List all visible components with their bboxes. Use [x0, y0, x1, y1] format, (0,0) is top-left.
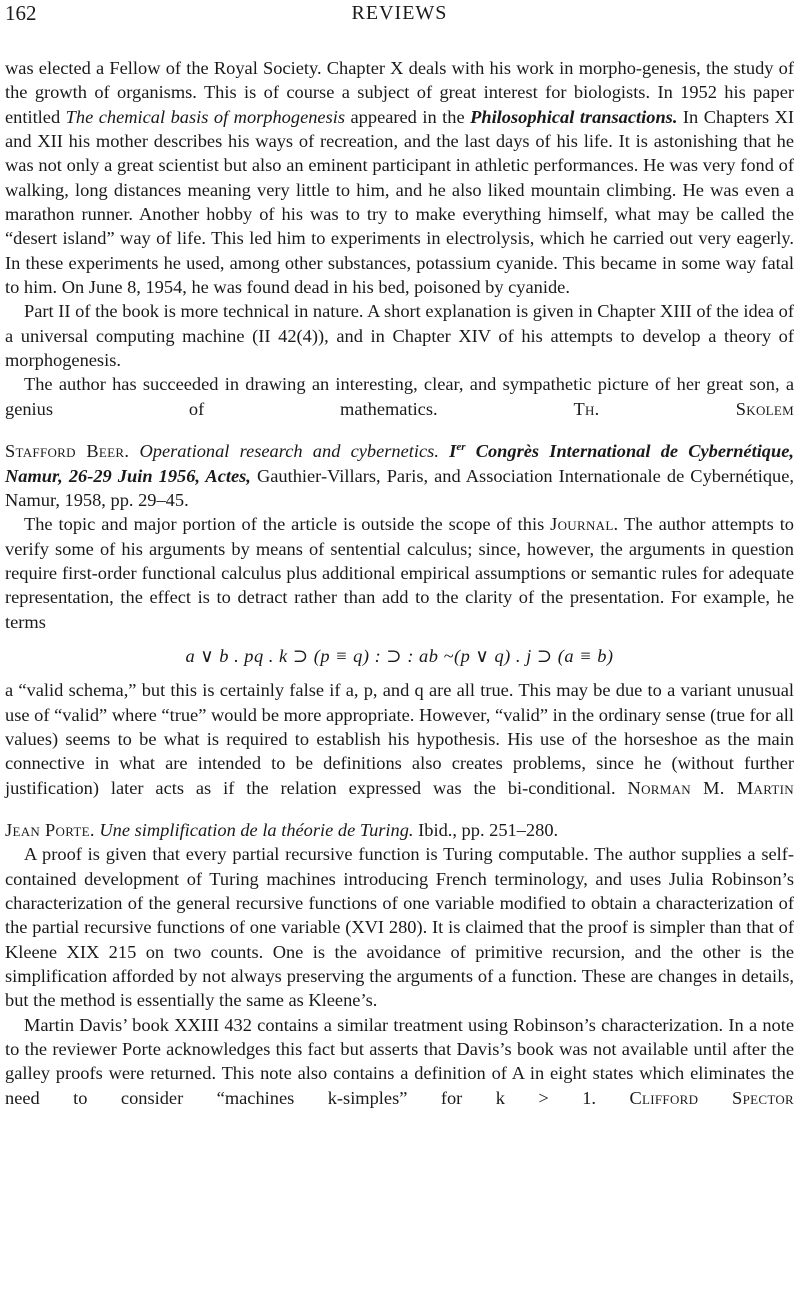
- review-2-citation: [5, 439, 794, 512]
- publisher: Gauthier-Villars, Paris, and Association Internationale de Cybernétique, Namur, 1958, pp. 29–45.: [5, 465, 794, 510]
- reviewer-signature: Clifford Spector: [629, 1087, 794, 1108]
- review-3-citation: [5, 818, 794, 842]
- page-body: [5, 56, 794, 1110]
- review-separator: [5, 800, 794, 818]
- proceedings-title: Congrès International de Cybernétique, Namur, 26-29 Juin 1956, Actes,: [5, 441, 794, 486]
- page-number: 162: [5, 1, 37, 25]
- journal-title: Philosophical transactions.: [470, 106, 678, 127]
- review-1-paragraph-1: was elected a Fellow of the Royal Society. Chapter X deals with his work in morpho-genesis, the study of the growth of organisms. This is of course a subject of great interest for biologists. In 1952 his paper entitled The chemical basis of morphogenesis appeared in the Philosophical transactions. In Chapters XI and XII his mother describes his ways of recreation, and the last days of his life. It is astonishing that he was not only a great scientist but also an eminent participant in athletic performances. He was very fond of walking, long distances meaning very little to him, and he also liked mountain climbing. He was even a marathon runner. Another hobby of his was to try to make everything himself, what may be called the “desert island” way of life. This led him to experiments in electrolysis, which he carried out very eagerly. In these experiments he used, among other substances, potassium cyanide. This became in some way fatal to him. On June 8, 1954, he was found dead in his bed, poisoned by cyanide.: [5, 58, 794, 298]
- review-author: Jean Porte.: [5, 819, 95, 840]
- review-title: Operational research and cybernetics.: [139, 441, 439, 462]
- reviewer-signature: Th. Skolem: [573, 398, 794, 419]
- review-3-paragraph-2: Martin Davis’ book XXIII 432 contains a similar treatment using Robinson’s characterization. In a note to the reviewer Porte acknowledges this fact but asserts that Davis’s book was not available until after the galley proofs were returned. This note also contains a definition of A in eight states which eliminates the need to consider “machines k-simples” for k > 1. Clifford Spector: [5, 1014, 794, 1108]
- review-1-paragraph-2: Part II of the book is more technical in nature. A short explanation is given in Chapter XIII of the idea of a universal computing machine (II 42(4)), and in Chapter XIV of his attempts to develop a theory of morphogenesis.: [5, 301, 794, 371]
- running-head: REVIEWS: [351, 2, 448, 24]
- review-separator: [5, 421, 794, 439]
- logic-formula: a ∨ b . pq . k ⊃ (p ≡ q) : ⊃ : ab ~(p ∨ q) . j ⊃ (a ≡ b): [185, 645, 614, 666]
- proceedings-ordinal: Ier: [449, 441, 466, 462]
- review-2-paragraph-1: The topic and major portion of the article is outside the scope of this Journal. The author attempts to verify some of his arguments by means of sentential calculus; since, however, the arguments in question require first-order functional calculus plus additional empirical assumptions or semantic rules for adequate representation, the effect is to detract rather than add to the clarity of the presentation. For example, he terms: [5, 514, 794, 632]
- citation: Ibid., pp. 251–280.: [418, 819, 559, 840]
- review-title: Une simplification de la théorie de Turing.: [99, 819, 414, 840]
- review-2-paragraph-2: a “valid schema,” but this is certainly false if a, p, and q are all true. This may be due to a variant unusual use of “valid” where “true” would be more appropriate. However, “valid” in the ordinary sense (true for all values) seems to be what is required to establish his hypothesis. His use of the horseshoe as the main connective in what are intended to be definitions also creates problems, since he (without further justification) later acts as if the relation expressed was the bi-conditional. Norman M. Martin: [5, 680, 794, 798]
- journal-name: Journal.: [550, 514, 619, 535]
- review-author: Stafford Beer.: [5, 441, 130, 462]
- reviewer-signature: Norman M. Martin: [627, 777, 794, 798]
- review-3-paragraph-1: A proof is given that every partial recursive function is Turing computable. The author supplies a self-contained development of Turing machines introducing French terminology, and uses Julia Robinson’s characterization of the general recursive functions of one variable modified to obtain a characterization of the partial recursive functions of one variable (XVI 280). It is claimed that the proof is simpler than that of Kleene XIX 215 on two counts. One is the avoidance of primitive recursion, and the other is the simplification afforded by not always preserving the arguments of a function. These are changes in details, but the method is essentially the same as Kleene’s.: [5, 844, 794, 1011]
- review-1-paragraph-3: The author has succeeded in drawing an interesting, clear, and sympathetic picture of her great son, a genius of mathematics. Th. Skolem: [5, 374, 794, 419]
- page-header: [5, 0, 794, 26]
- paper-title: The chemical basis of morphogenesis: [65, 106, 346, 127]
